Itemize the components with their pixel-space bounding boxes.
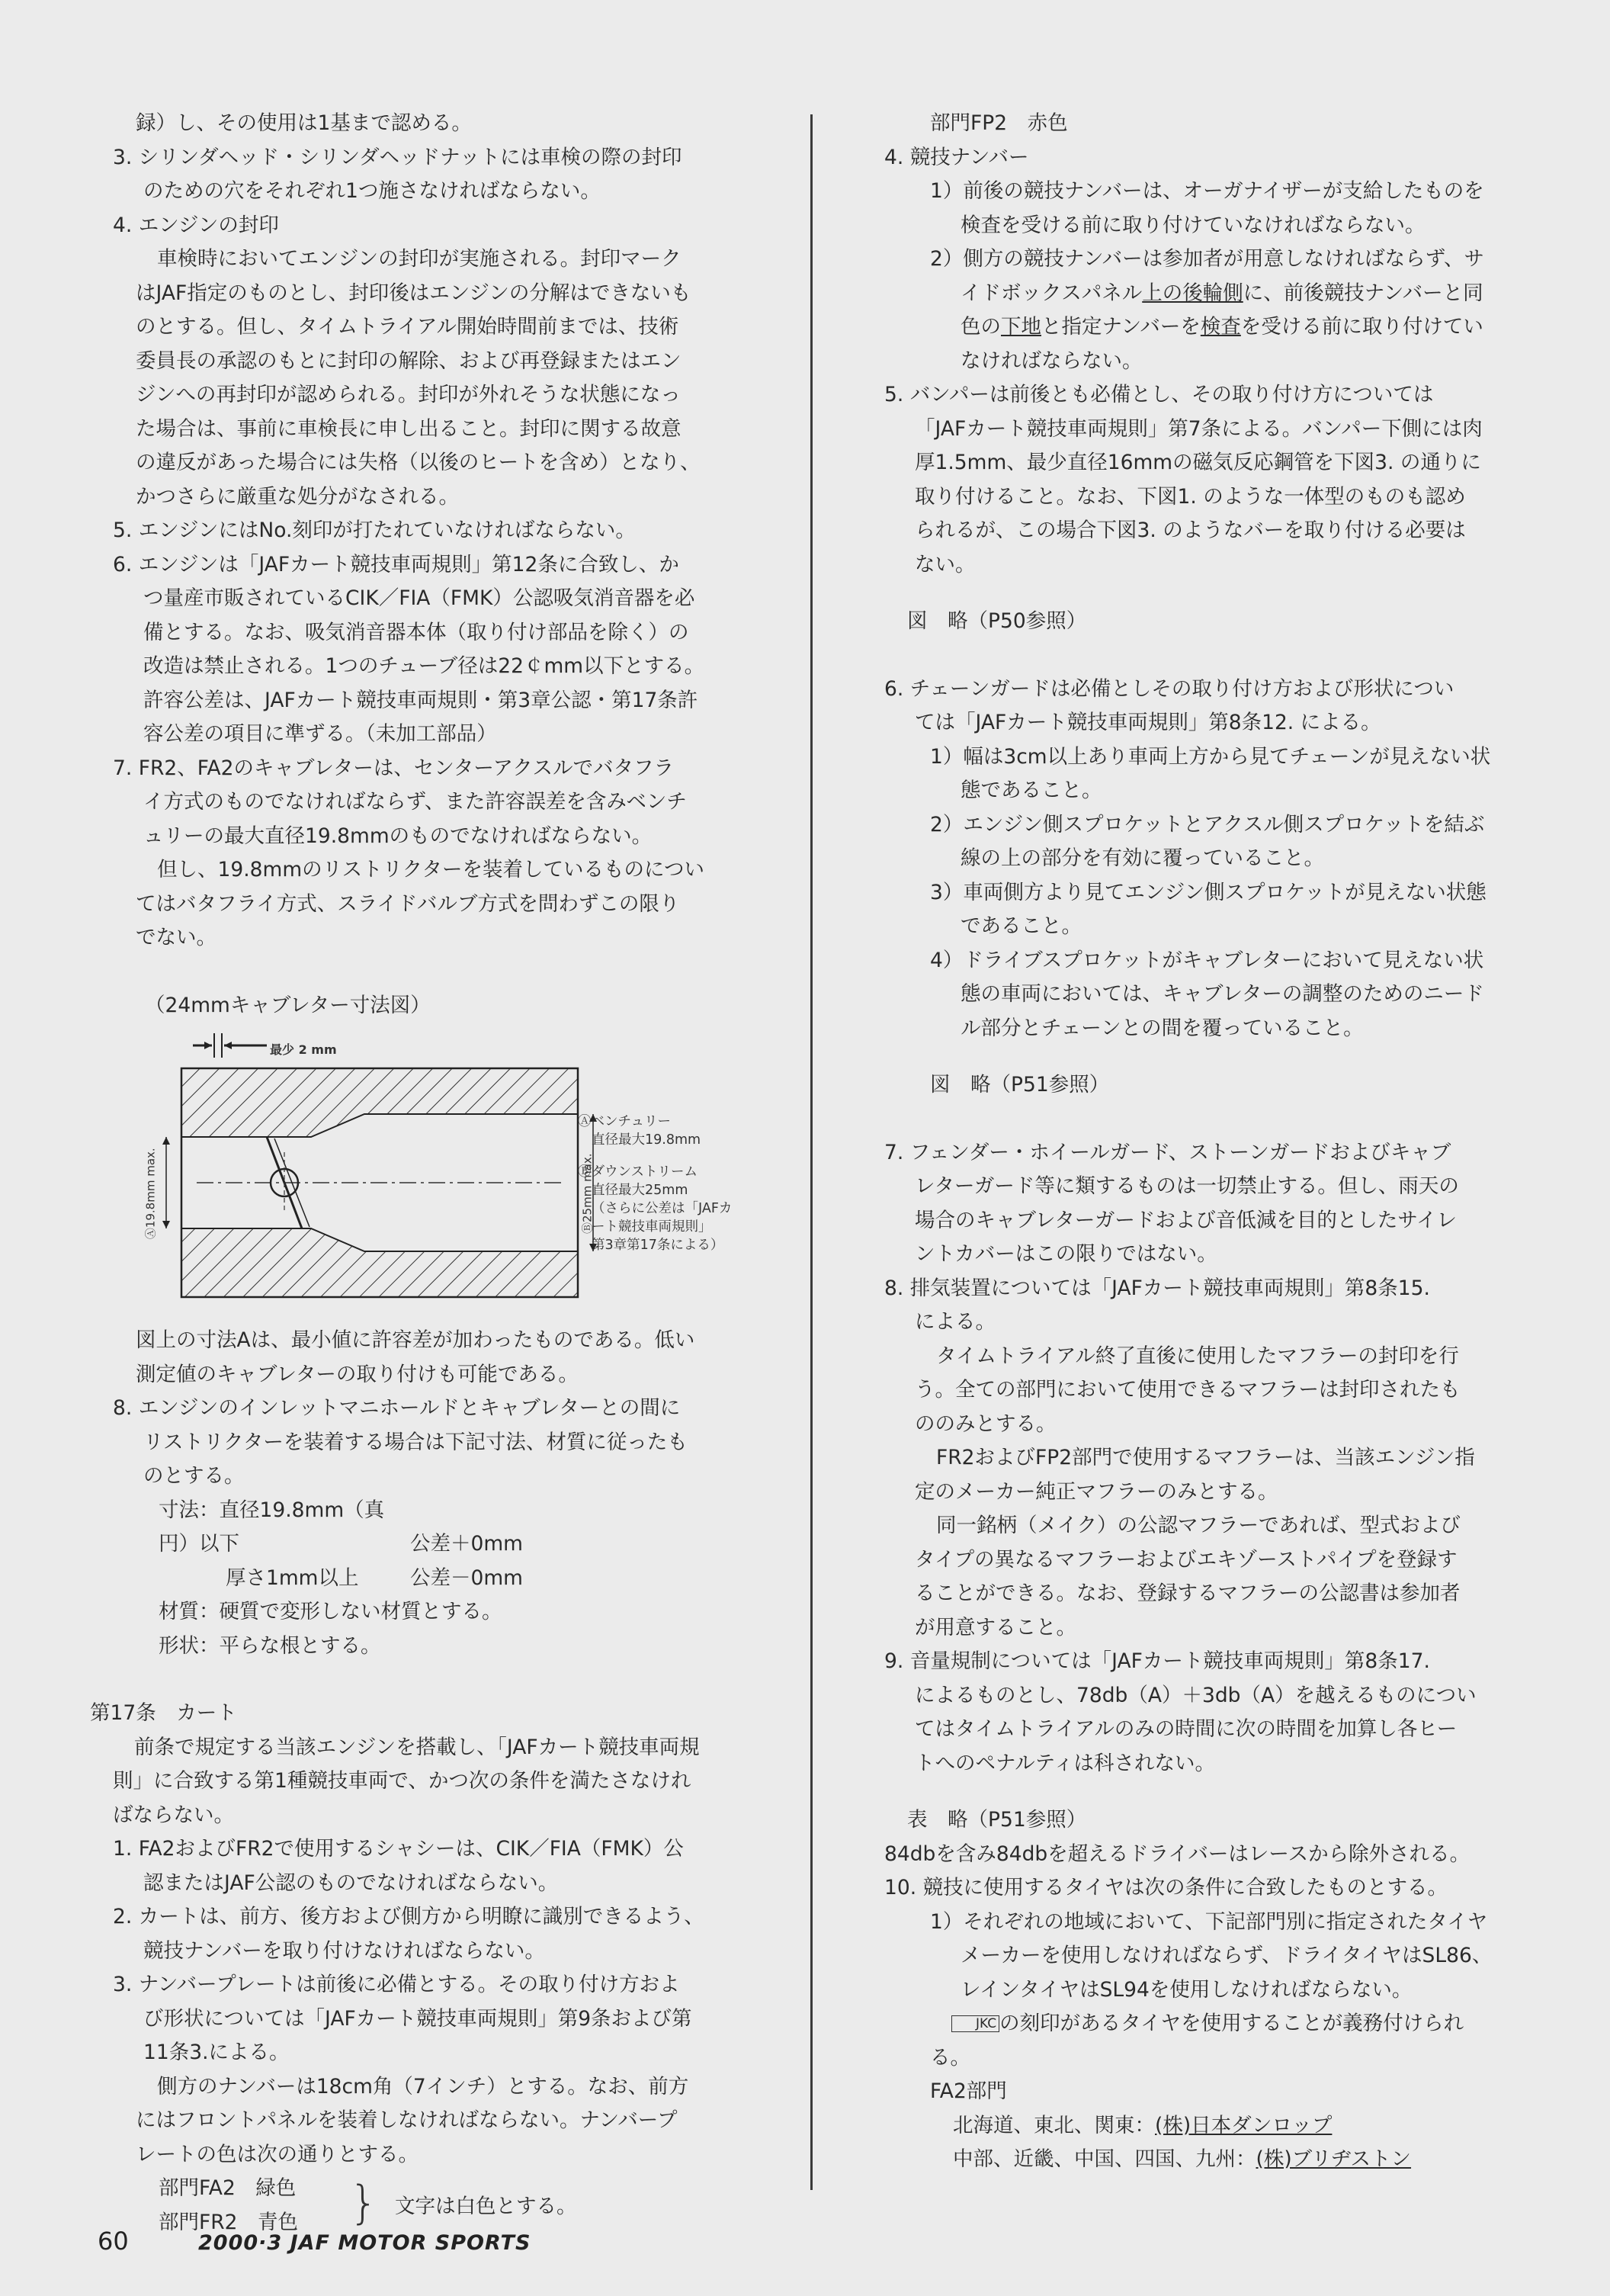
page-number: 60: [98, 2227, 129, 2256]
spec-shape: 形状：平らな根とする。: [159, 1633, 381, 1658]
item-4-body: 車検時においてエンジンの封印が実施される。封印マーク はJAF指定のものとし、封印後はエンジンの分解はできないも のとする。但し、タイムトライアル開始時間前までは、技術 委員長の承認のもとに封印の解除、および再登録またはエン ジンへの再封印が認められる。封印が外れそうな状態になっ た場合は、事前に車検長に申し出ること。封印に関する故意 の違反があった場合には失格（以後のヒートを含め）となり、 かつさらに厳重な処分がなされる。: [136, 247, 701, 509]
text-line: 録）し、その使用は1基まで認める。: [136, 111, 472, 135]
page-footer: [98, 2227, 531, 2256]
item-4-2: 2）側方の競技ナンバーは参加者が用意しなければならず、サ イドボックスパネル上の後輪側に、前後競技ナンバーと同 色の下地と指定ナンバーを検査を受ける前に取り付けてい なければならない。: [930, 247, 1485, 373]
item-7: 7. FR2、FA2のキャブレターは、センターアクスルでバタフラ イ方式のものでなければならず、また許容誤差を含みベンチ ュリーの最大直径19.8mmのものでなければならない。: [113, 756, 687, 848]
item-5: 5. エンジンにはNo.刻印が打たれていなければならない。: [113, 519, 636, 542]
number-color-list: 部門FA2 緑色 部門FR2 青色 } 文字は白色とする。: [159, 2176, 577, 2234]
carburetor-dimension-figure: [90, 1023, 765, 1324]
fa2-region-2: 中部、近畿、中国、四国、九州：(株)ブリヂストン: [953, 2147, 1412, 2171]
magazine-title: 2000·3 JAF MOTOR SPORTS: [198, 2231, 531, 2255]
item-8: 8. 排気装置については「JAFカート競技車両規則」第8条15. による。: [884, 1276, 1430, 1334]
figure-omitted-p51: 図 略（P51参照）: [930, 1073, 1110, 1097]
dim-b-label: Ⓑ25mm max.: [580, 1153, 595, 1235]
min-2mm-label: 最少 2 mm: [270, 1042, 337, 1057]
item-5: 5. バンパーは前後とも必備とし、その取り付け方については 「JAFカート競技車両規則」第7条による。バンパー下側には肉 厚1.5mm、最少直径16mmの磁気反応鋼管を下図3. の通りに 取り付けること。なお、下図1. のような一体型のものも認め られるが、この場合下図3. のようなバーを取り付ける必要は ない。: [884, 383, 1483, 576]
right-column: [884, 107, 1532, 2177]
article-17-heading: 第17条 カート: [90, 1701, 237, 1725]
figure-notes: Ⓐベンチュリー 直径最大19.8mm Ⓑダウンストリーム 直径最大25mm （さらに公差は「JAFカ ート競技車両規則」 第3章第17条による）: [578, 1114, 733, 1253]
kart-item-3: 3. ナンバープレートは前後に必備とする。その取り付け方およ び形状については「JAFカート競技車両規則」第9条および第 11条3.による。: [113, 1973, 692, 2064]
item-3: 3. シリンダヘッド・シリンダヘッドナットには車検の際の封印 のための穴をそれぞれ1つ施さなければならない。: [113, 145, 682, 203]
left-column: [90, 107, 765, 2240]
item-6-1: 1）幅は3cm以上あり車両上方から見てチェーンが見えない状 態であること。: [930, 744, 1491, 802]
column-divider: [810, 114, 813, 2190]
item-10-1: 1）それぞれの地域において、下記部門別に指定されたタイヤ メーカーを使用しなければならず、ドライタイヤはSL86、 レインタイヤはSL94を使用しなければならない。: [930, 1909, 1493, 2002]
jkc-mark: JKC: [951, 2015, 999, 2032]
item-4-heading: 4. エンジンの封印: [113, 213, 279, 237]
item-6-3: 3）車両側方より見てエンジン側スプロケットが見えない状態 であること。: [930, 880, 1487, 938]
dim-a-label: Ⓐ19.8mm max.: [143, 1148, 158, 1240]
item-8-body: タイムトライアル終了直後に使用したマフラーの封印を行 う。全ての部門において使用できるマフラーは封印されたも ののみとする。 FR2およびFP2部門で使用するマフラーは、当該エンジン指 定のメーカー純正マフラーのみとする。 同一銘柄（メイク）の公認マフラーであれば、型式および タイプの異なるマフラーおよびエキゾーストパイプを登録す ることができる。なお、登録するマフラーの公認書は参加者 が用意すること。: [915, 1344, 1475, 1639]
figure-omitted-p50: 図 略（P50参照）: [907, 609, 1087, 633]
fa2-region-1: 北海道、東北、関東：(株)日本ダンロップ: [953, 2113, 1333, 2137]
spec-size: 寸法：直径19.8mm（真円）以下 公差＋0mm: [159, 1498, 523, 1556]
kart-item-3-note: 側方のナンバーは18cm角（7インチ）とする。なお、前方 にはフロントパネルを装着しなければならない。ナンバープ レートの色は次の通りとする。: [136, 2074, 689, 2166]
table-omitted-p51: 表 略（P51参照）: [907, 1808, 1087, 1832]
article-17-intro: 前条で規定する当該エンジンを搭載し、「JAFカート競技車両規 則」に合致する第1種競技車両で、かつ次の条件を満たさなけれ ばならない。: [113, 1735, 700, 1827]
item-7-note: 但し、19.8mmのリストリクターを装着しているものについ てはバタフライ方式、スライドバルブ方式を問わずこの限り でない。: [136, 858, 705, 949]
item-4-1: 1）前後の競技ナンバーは、オーガナイザーが支給したものを 検査を受ける前に取り付けていなければならない。: [930, 179, 1484, 237]
item-10: 10. 競技に使用するタイヤは次の条件に合致したものとする。: [884, 1876, 1448, 1899]
number-text-color: 文字は白色とする。: [395, 2195, 577, 2218]
kart-item-2: 2. カートは、前方、後方および側方から明瞭に識別できるよう、 競技ナンバーを取り付けなければならない。: [113, 1905, 704, 1963]
item-6: 6. チェーンガードは必備としその取り付け方および形状につい ては「JAFカート競技車両規則」第8条12. による。: [884, 676, 1454, 734]
figure-caption: （24mmキャブレター寸法図）: [145, 993, 431, 1017]
item-9: 9. 音量規制については「JAFカート競技車両規則」第8条17. によるものとし、78db（A）＋3db（A）を越えるものについ てはタイムトライアルのみの時間に次の時間を加算し各ヒー トへのペナルティは科されない。: [884, 1649, 1477, 1775]
fa2-heading: FA2部門: [930, 2079, 1007, 2103]
item-4-heading: 4. 競技ナンバー: [884, 145, 1029, 169]
item-8: 8. エンジンのインレットマニホールドとキャブレターとの間に リストリクターを装着する場合は下記寸法、材質に従ったも のとする。: [113, 1396, 688, 1488]
item-6-2: 2）エンジン側スプロケットとアクスル側スプロケットを結ぶ 線の上の部分を有効に覆っていること。: [930, 812, 1485, 870]
spec-thickness: 厚さ1mm以上 公差－0mm: [226, 1565, 523, 1590]
item-10-1-jkc: JKC の刻印があるタイヤを使用することが義務付けられ る。: [930, 2012, 1464, 2070]
figure-explanation: 図上の寸法Aは、最小値に許容差が加わったものである。低い 測定値のキャブレターの取り付けも可能である。: [136, 1328, 695, 1386]
item-6: 6. エンジンは「JAFカート競技車両規則」第12条に合致し、か つ量産市販されているCIK／FIA（FMK）公認吸気消音器を必 備とする。なお、吸気消音器本体（取り付け部品を除く）の 改造は禁止される。1つのチューブ径は22￠mm以下とする。 許容公差は、JAFカート競技車両規則・第3章公認・第17条許 容公差の項目に準ずる。（未加工部品）: [113, 552, 705, 746]
brace-symbol: }: [349, 2176, 379, 2230]
item-7: 7. フェンダー・ホイールガード、ストーンガードおよびキャブ レターガード等に類するものは一切禁止する。但し、雨天の 場合のキャブレターガードおよび音低減を目的としたサイレ ントカバーはこの限りではない。: [884, 1140, 1459, 1266]
item-6-4: 4）ドライブスプロケットがキャブレターにおいて見えない状 態の車両においては、キャブレターの調整のためのニード ル部分とチェーンとの間を覆っていること。: [930, 948, 1484, 1040]
kart-item-1: 1. FA2およびFR2で使用するシャシーは、CIK／FIA（FMK）公 認またはJAF公認のものでなければならない。: [113, 1837, 684, 1895]
spec-material: 材質：硬質で変形しない材質とする。: [159, 1600, 502, 1623]
number-color-fp2: 部門FP2 赤色: [930, 111, 1068, 135]
exclusion-note: 84dbを含み84dbを超えるドライバーはレースから除外される。: [884, 1842, 1470, 1866]
